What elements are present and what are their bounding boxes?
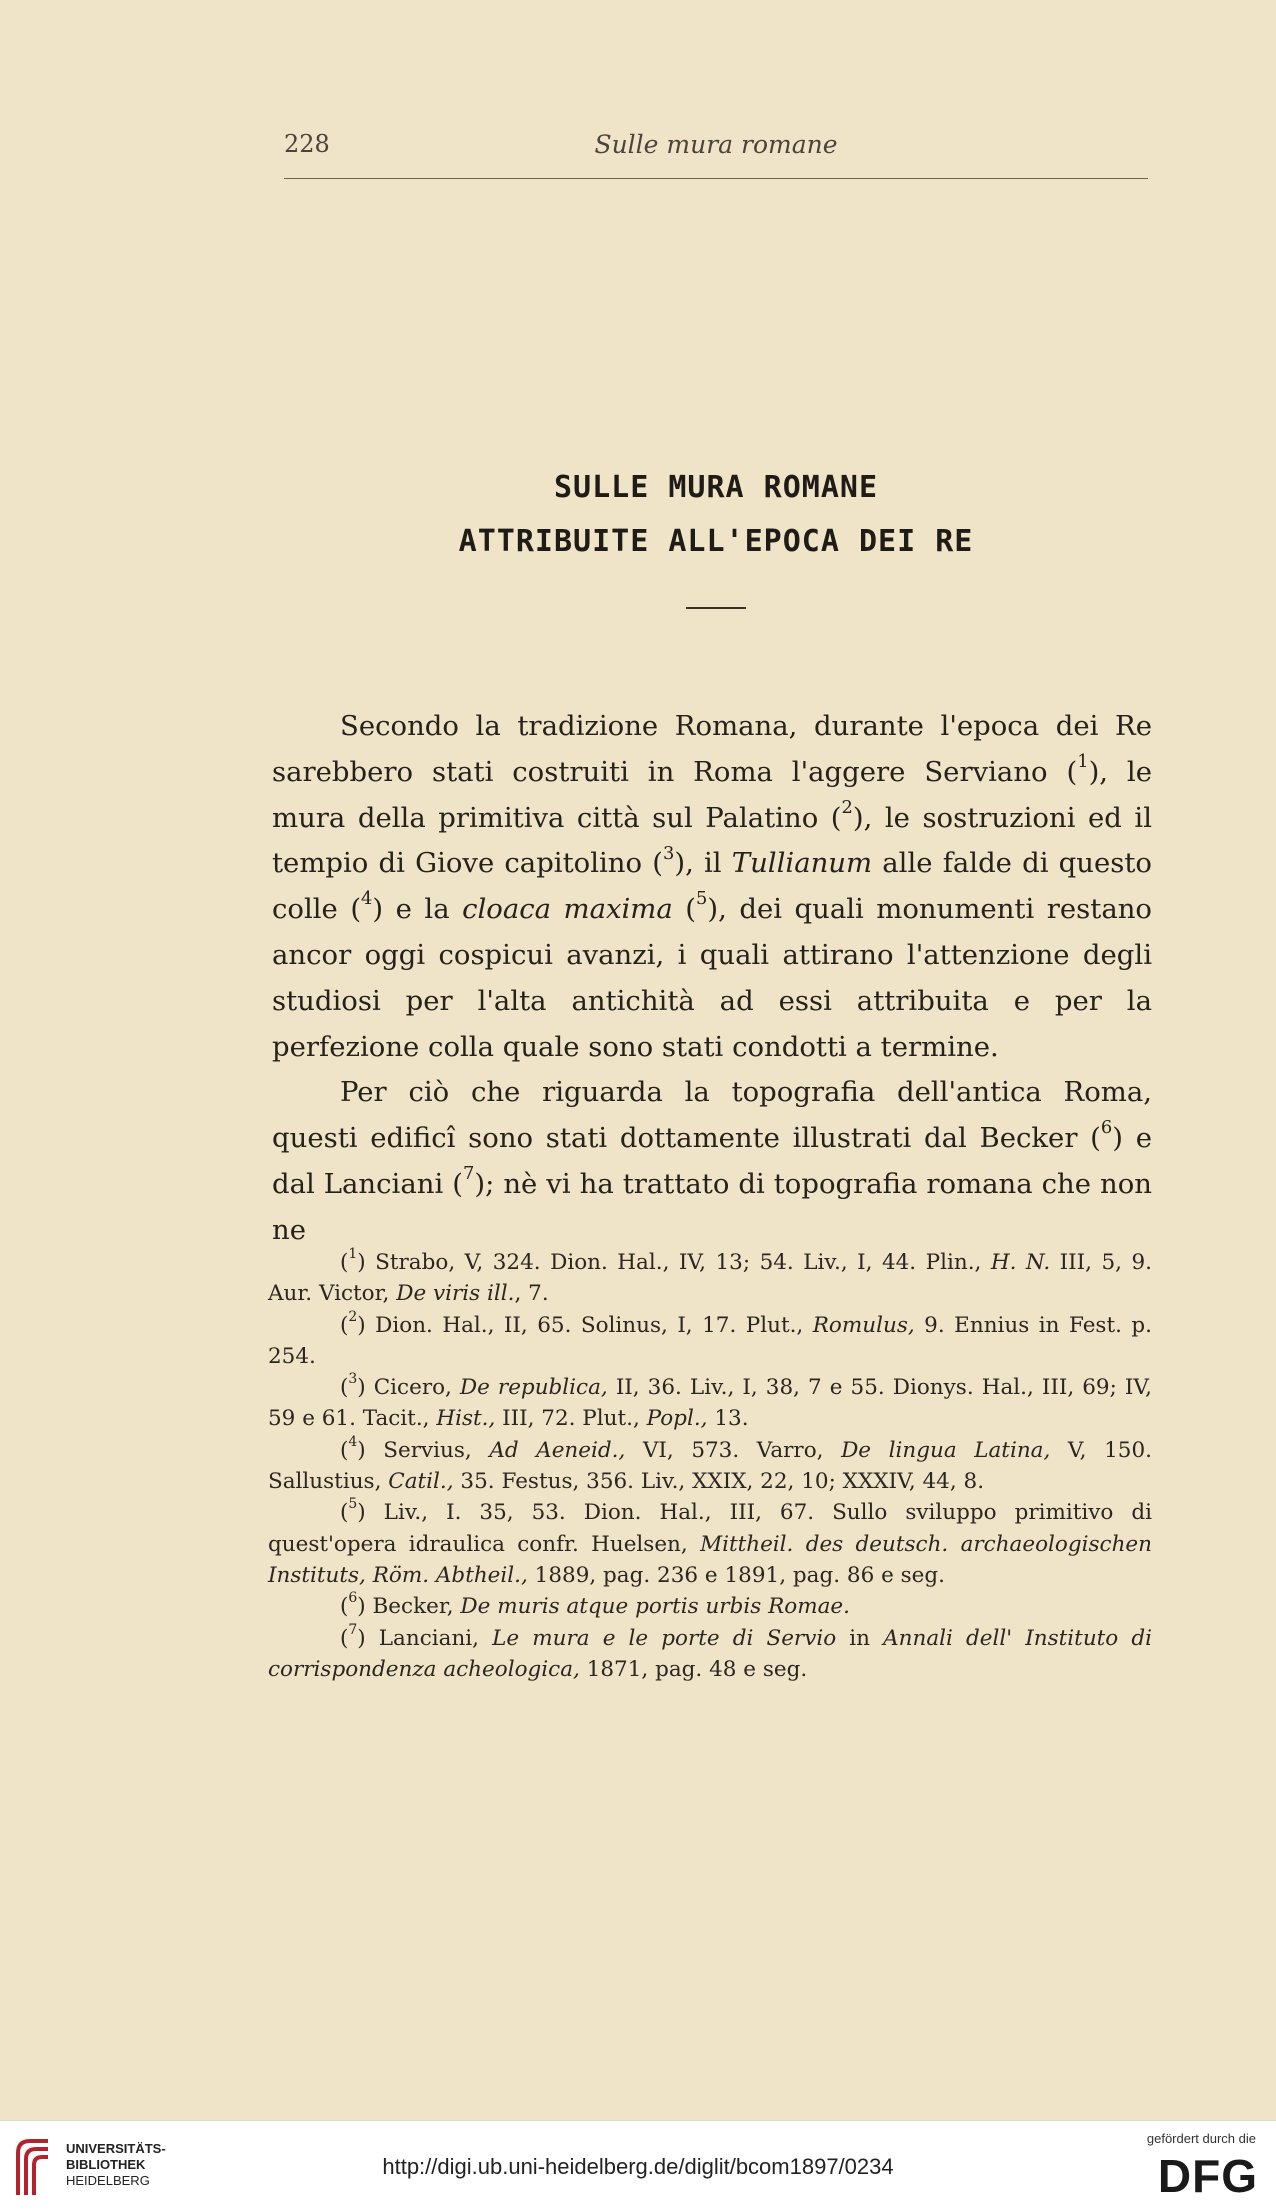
footnote-6: ($^6$) Becker, De muris atque portis urbis Romae. xyxy=(340,1590,850,1620)
footnote-number: 4 xyxy=(348,1433,358,1450)
text-run: III, 5, 9. Aur. Victor, xyxy=(268,1250,1152,1307)
text-run: Lanciani, xyxy=(365,1625,493,1651)
italic-term: cloaca maxima xyxy=(462,893,673,926)
italic-term: Ad Aeneid., xyxy=(489,1437,626,1463)
footnote-2: ($^2$) Dion. Hal., II, 65. Solinus, I, 17. Plut., Romulus, 9. Ennius in Fest. p. 254. xyxy=(268,1308,1152,1369)
dfg-logo[interactable]: DFG xyxy=(1157,2150,1258,2202)
italic-term: Tullianum xyxy=(731,847,873,880)
footnote-ref-3: 3 xyxy=(662,842,675,864)
library-name-line-1: UNIVERSITÄTS- xyxy=(66,2141,166,2156)
footnote-ref-2: 2 xyxy=(841,796,853,818)
italic-term: Hist., xyxy=(436,1406,496,1432)
text-run: Secondo la tradizione Romana, durante l'epoca dei Re sarebbero stati costruiti in Roma l'aggere Serviano ( xyxy=(272,710,1152,788)
italic-term: De lingua Latina, xyxy=(841,1437,1051,1463)
text-run: Liv., I. 35, 53. Dion. Hal., III, 67. Sullo sviluppo primitivo di quest'opera idraulica confr. Huelsen, xyxy=(268,1500,1152,1557)
article-title-line-2: ATTRIBUITE ALL'EPOCA DEI RE xyxy=(458,524,974,559)
footnote-number: 7 xyxy=(348,1621,358,1638)
text-run: ) e la xyxy=(372,893,463,926)
running-title: Sulle mura romane xyxy=(594,130,838,159)
footnote-1: ($^1$) Strabo, V, 324. Dion. Hal., IV, 13; 54. Liv., I, 44. Plin., H. N. III, 5, 9. Aur. Victor, De viris ill., 7. xyxy=(268,1246,1152,1307)
italic-term: Popl., xyxy=(646,1406,708,1432)
text-run: alle falde di questo colle ( xyxy=(272,847,1152,926)
text-run: ), dei quali monumenti restano ancor oggi cospicui avanzi, i quali attirano l'attenzione degli studiosi per l'alta antichità ad essi attribuita e per la perfezione colla quale sono stati condotti a termine. xyxy=(272,893,1152,1063)
footnote-ref-7: 7 xyxy=(462,1163,475,1185)
paragraph-2 xyxy=(272,1070,1152,1253)
title-rule xyxy=(686,607,746,609)
text-run: Cicero, xyxy=(365,1375,460,1401)
footnote-7: ($^7$) Lanciani, Le mura e le porte di Servio in Annali dell' Instituto di corrispondenza acheologica, 1871, pag. 48 e seg. xyxy=(268,1621,1153,1682)
text-run: II, 36. Liv., I, 38, 7 e 55. Dionys. Hal., III, 69; IV, 59 e 61. Tacit., xyxy=(268,1375,1152,1432)
article-title-line-1: SULLE MURA ROMANE xyxy=(553,470,879,505)
running-head xyxy=(284,130,1148,179)
permalink-url[interactable]: http://digi.ub.uni-heidelberg.de/diglit/bcom1897/0234 xyxy=(382,2154,894,2179)
text-run: 13. xyxy=(707,1406,749,1432)
text-run: 35. Festus, 356. Liv., XXIX, 22, 10; XXXIV, 44, 8. xyxy=(453,1469,985,1495)
text-run: Per ciò che riguarda la topografia dell'antica Roma, questi edificî sono stati dottamente illustrati dal Becker ( xyxy=(272,1076,1152,1155)
italic-term: H. N. xyxy=(990,1250,1051,1275)
italic-term: Catil., xyxy=(388,1469,454,1495)
text-run: ( xyxy=(672,893,696,926)
library-name-line-3: HEIDELBERG xyxy=(66,2173,150,2188)
text-run: ); nè vi ha trattato di topografia romana che non ne xyxy=(272,1167,1152,1246)
text-run: 1871, pag. 48 e seg. xyxy=(579,1656,808,1682)
text-run: in xyxy=(836,1625,884,1651)
footnote-number: 3 xyxy=(348,1371,358,1388)
text-run: ), le sostruzioni ed il tempio di Giove capitolino ( xyxy=(272,801,1152,880)
text-run: III, 72. Plut., xyxy=(495,1406,647,1432)
text-run: , 7. xyxy=(514,1281,549,1307)
footnote-4: ($^4$) Servius, Ad Aeneid., VI, 573. Varro, De lingua Latina, V, 150. Sallustius, Catil., 35. Festus, 356. Liv., XXIX, 22, 10; XXXIV, 44, 8. xyxy=(268,1433,1152,1495)
footnote-number: 2 xyxy=(348,1308,358,1325)
paragraph-1 xyxy=(272,704,1152,1070)
viewer-footer xyxy=(0,2120,1276,2212)
text-run: ) e dal Lanciani ( xyxy=(272,1122,1153,1200)
footnote-3: ($^3$) Cicero, De republica, II, 36. Liv., I, 38, 7 e 55. Dionys. Hal., III, 69; IV, 59 e 61. Tacit., Hist., III, 72. Plut., Popl., 13. xyxy=(268,1371,1152,1432)
text-run: ), le mura della primitiva città sul Palatino ( xyxy=(272,755,1153,834)
footnote-ref-1: 1 xyxy=(1077,751,1089,773)
library-name-line-2: BIBLIOTHEK xyxy=(66,2157,146,2172)
funder-caption: gefördert durch die xyxy=(1146,2131,1256,2146)
footnote-number: 6 xyxy=(348,1590,358,1607)
text-run: Dion. Hal., II, 65. Solinus, I, 17. Plut., xyxy=(365,1312,813,1338)
italic-term: Annali dell' Instituto di corrispondenza acheologica, xyxy=(268,1625,1153,1682)
italic-term: Romulus, xyxy=(812,1312,915,1338)
footnote-number: 5 xyxy=(348,1496,358,1513)
italic-term: Le mura e le porte di Servio xyxy=(492,1625,837,1651)
text-run: VI, 573. Varro, xyxy=(625,1437,842,1463)
text-run: 1889, pag. 236 e 1891, pag. 86 e seg. xyxy=(527,1562,945,1588)
italic-term: De muris atque portis urbis Romae. xyxy=(460,1594,850,1620)
body-text xyxy=(272,704,1152,1254)
footnote-5: ($^5$) Liv., I. 35, 53. Dion. Hal., III, 67. Sullo sviluppo primitivo di quest'opera idraulica confr. Huelsen, Mittheil. des deutsch. archaeologischen Instituts, Röm. Abtheil., 1889, pag. 236 e 1891, pag. 86 e seg. xyxy=(268,1496,1152,1588)
text-run: Becker, xyxy=(365,1594,461,1620)
italic-term: De viris ill. xyxy=(396,1281,515,1307)
text-run: 9. Ennius in Fest. p. 254. xyxy=(268,1312,1152,1369)
italic-term: De republica, xyxy=(459,1375,608,1401)
footnote-number: 1 xyxy=(348,1246,358,1263)
footnote-ref-6: 6 xyxy=(1100,1117,1113,1139)
text-run: ), il xyxy=(674,847,732,880)
text-run: Strabo, V, 324. Dion. Hal., IV, 13; 54. Liv., I, 44. Plin., xyxy=(365,1250,991,1275)
page-number: 228 xyxy=(284,130,330,158)
footnote-ref-4: 4 xyxy=(361,888,373,910)
text-run: Servius, xyxy=(365,1437,490,1463)
footnote-ref-5: 5 xyxy=(696,888,708,910)
footnotes xyxy=(268,1247,1152,1685)
italic-term: Mittheil. des deutsch. archaeologischen Instituts, Röm. Abtheil., xyxy=(268,1531,1152,1588)
text-run: V, 150. Sallustius, xyxy=(268,1437,1152,1495)
